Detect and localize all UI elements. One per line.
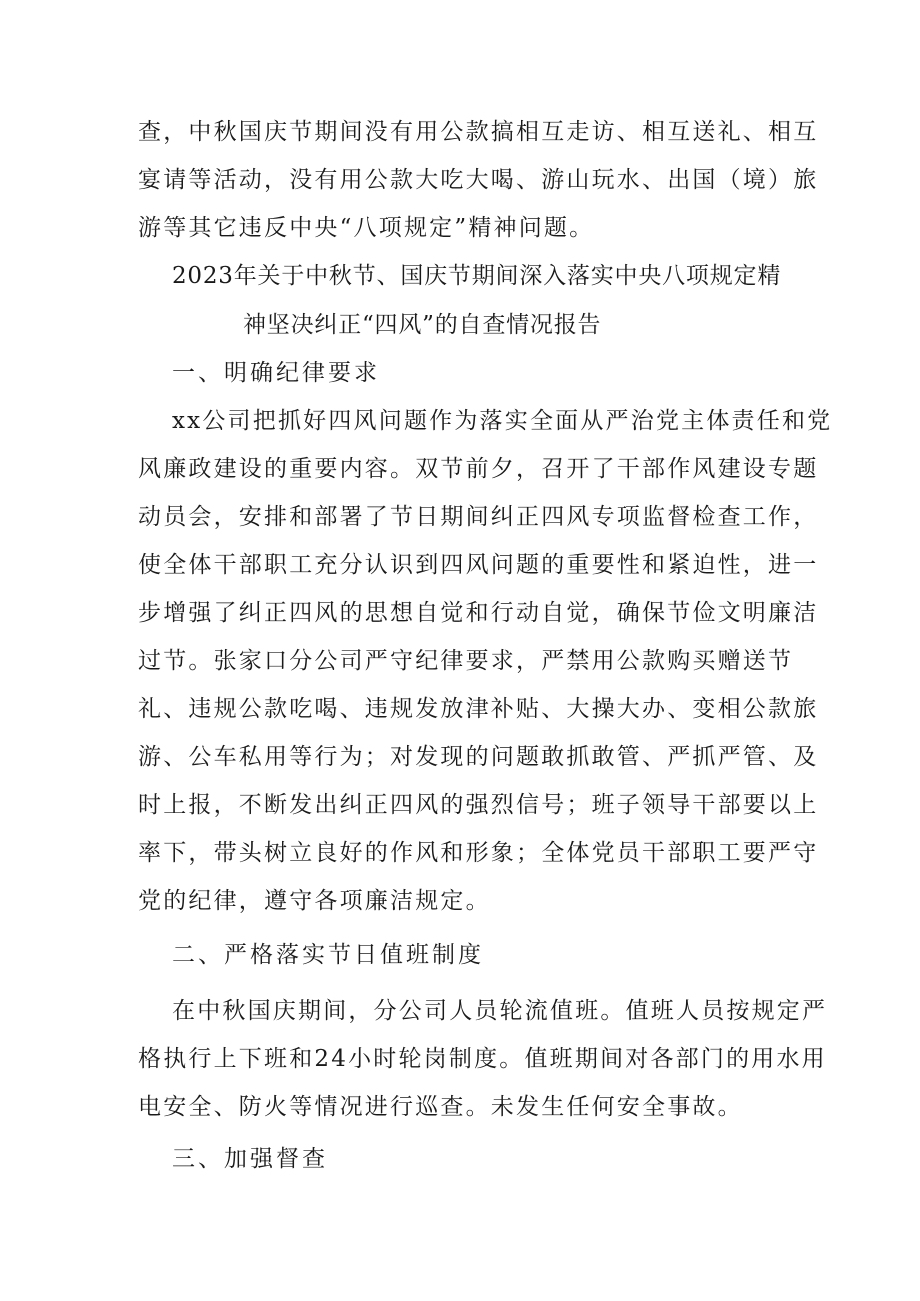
text-line: 动员会，安排和部署了节日期间纠正四风专项监督检查工作， [138, 504, 819, 530]
text-line: 使全体干部职工充分认识到四风问题的重要性和紧迫性，进一 [138, 552, 819, 578]
text-line: 电安全、防火等情况进行巡查。未发生任何安全事故。 [138, 1094, 743, 1120]
text-line: 礼、违规公款吃喝、违规发放津补贴、大操大办、变相公款旅 [138, 696, 819, 722]
section-heading: 三、加强督查 [172, 1146, 328, 1172]
document-title-line: 神坚决纠正“四风”的自查情况报告 [243, 312, 602, 338]
text-line: 率下，带头树立良好的作风和形象；全体党员干部职工要严守 [138, 840, 819, 866]
section-heading: 一、明确纪律要求 [172, 360, 380, 386]
document-title-line: 2023年关于中秋节、国庆节期间深入落实中央八项规定精 [172, 263, 782, 289]
text-line: 时上报，不断发出纠正四风的强烈信号；班子领导干部要以上 [138, 792, 819, 818]
text-line: 风廉政建设的重要内容。双节前夕，召开了干部作风建设专题 [138, 456, 819, 482]
text-line: 查，中秋国庆节期间没有用公款搞相互走访、相互送礼、相互 [138, 119, 819, 145]
text-line: 游等其它违反中央“八项规定”精神问题。 [138, 215, 595, 241]
text-line: 格执行上下班和24小时轮岗制度。值班期间对各部门的用水用 [138, 1046, 827, 1072]
text-line: 宴请等活动，没有用公款大吃大喝、游山玩水、出国（境）旅 [138, 167, 819, 193]
text-line: 党的纪律，遵守各项廉洁规定。 [138, 888, 491, 914]
text-line: 在中秋国庆期间，分公司人员轮流值班。值班人员按规定严 [172, 998, 828, 1024]
text-line: 步增强了纠正四风的思想自觉和行动自觉，确保节俭文明廉洁 [138, 600, 819, 626]
text-line: xx公司把抓好四风问题作为落实全面从严治党主体责任和党 [172, 408, 833, 434]
text-line: 过节。张家口分公司严守纪律要求，严禁用公款购买赠送节 [138, 648, 794, 674]
text-line: 游、公车私用等行为；对发现的问题敢抓敢管、严抓严管、及 [138, 744, 819, 770]
section-heading: 二、严格落实节日值班制度 [172, 942, 484, 968]
